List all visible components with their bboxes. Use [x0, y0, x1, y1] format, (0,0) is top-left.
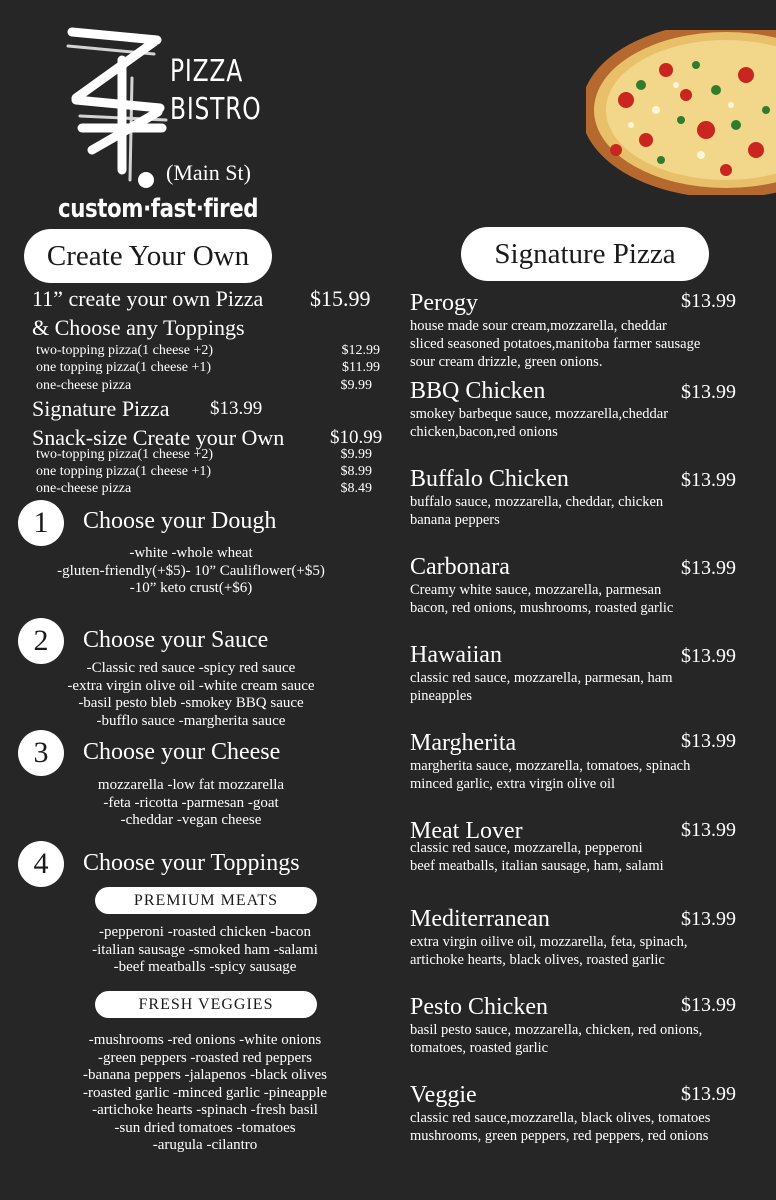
cyo-option-label: one-cheese pizza: [36, 378, 132, 393]
cyo-signature-label: Signature Pizza: [32, 396, 170, 421]
item-desc: classic red sauce, mozzarella, pepperoni beef meatballs, italian sausage, ham, salami: [410, 840, 664, 874]
item-name: BBQ Chicken: [410, 378, 546, 404]
cyo-main-line: 11” create your own Pizza: [32, 286, 264, 311]
list-item: -artichoke hearts -spinach -fresh basil: [92, 1102, 318, 1118]
pizza-photo: [586, 30, 776, 195]
list-item: -white -whole wheat: [129, 545, 253, 561]
item-desc: house made sour cream,mozzarella, cheddar sliced seasoned potatoes,manitoba farmer sausage sour cream drizzle, green onions.: [410, 318, 701, 370]
list-item: -pepperoni -roasted chicken -bacon: [99, 924, 311, 940]
item-name: Perogy: [410, 290, 478, 316]
item-price: $13.99: [681, 908, 736, 930]
item-desc: classic red sauce,mozzarella, black olives, tomatoes mushrooms, green peppers, red peppers, red onions: [410, 1110, 711, 1144]
list-item: -extra virgin olive oil -white cream sauce: [67, 677, 315, 694]
list-item: -italian sausage -smoked ham -salami: [92, 941, 318, 958]
list-item: -roasted garlic -minced garlic -pineapple: [82, 1084, 328, 1101]
brand-location: (Main St): [166, 160, 251, 185]
cyo-option-price: $9.99: [340, 378, 372, 393]
item-desc: classic red sauce, mozzarella, parmesan, ham pineapples: [410, 670, 673, 704]
list-item: -feta -ricotta -parmesan -goat: [103, 794, 279, 811]
list-item: -bufflo sauce -margherita sauce: [96, 712, 286, 729]
item-desc: Creamy white sauce, mozzarella, parmesan bacon, red onions, mushrooms, roasted garlic: [410, 582, 674, 616]
item-desc: extra virgin oilive oil, mozzarella, feta, spinach, artichoke hearts, black olives, roasted garlic: [410, 934, 688, 968]
list-item: -Classic red sauce -spicy red sauce: [86, 660, 296, 676]
cyo-option-label: one topping pizza(1 cheese +1): [36, 360, 212, 375]
cyo-snack-option-price: $9.99: [340, 447, 372, 462]
premium-meats-header: PREMIUM MEATS: [95, 887, 317, 914]
list-item: -cheddar -vegan cheese: [120, 812, 262, 828]
cyo-snack-option-label: one-cheese pizza: [36, 481, 132, 496]
cyo-option-price: $12.99: [341, 343, 380, 358]
item-name: Veggie: [410, 1082, 477, 1108]
cyo-snack-option-price: $8.99: [340, 464, 372, 479]
item-price: $13.99: [681, 381, 736, 403]
list-item: -arugula -cilantro: [152, 1137, 258, 1153]
item-name: Pesto Chicken: [410, 994, 548, 1020]
list-item: -banana peppers -jalapenos -black olives: [82, 1067, 328, 1083]
premium-meats-list: [0, 924, 410, 977]
item-name: Hawaiian: [410, 642, 502, 668]
list-item: -10” keto crust(+$6): [129, 580, 253, 596]
list-item: -sun dried tomatoes -tomatoes: [114, 1119, 296, 1136]
item-desc: margherita sauce, mozzarella, tomatoes, spinach minced garlic, extra virgin olive oil: [410, 758, 691, 792]
cyo-signature-price: $13.99: [210, 398, 263, 419]
cyo-snack-price: $10.99: [330, 427, 383, 448]
cyo-main-price: $15.99: [310, 286, 371, 311]
cyo-snack-option-label: two-topping pizza(1 cheese +2): [36, 447, 213, 462]
item-name: Buffalo Chicken: [410, 466, 569, 492]
sauce-options: [0, 660, 382, 730]
item-price: $13.99: [681, 290, 736, 312]
item-name: Mediterranean: [410, 906, 550, 932]
item-price: $13.99: [681, 469, 736, 491]
list-item: mozzarella -low fat mozzarella: [97, 777, 285, 793]
pizza-bistro-logo-icon: [62, 20, 172, 190]
cyo-sub-line: & Choose any Toppings: [32, 315, 245, 340]
item-price: $13.99: [681, 994, 736, 1016]
brand-line-1: PIZZA: [170, 54, 243, 89]
item-desc: buffalo sauce, mozzarella, cheddar, chicken banana peppers: [410, 494, 664, 528]
list-item: -green peppers -roasted red peppers: [97, 1049, 313, 1066]
item-price: $13.99: [681, 730, 736, 752]
list-item: -beef meatballs -spicy sausage: [113, 959, 297, 975]
cyo-option-label: two-topping pizza(1 cheese +2): [36, 343, 213, 358]
step-1-number: 1: [18, 500, 64, 546]
item-price: $13.99: [681, 557, 736, 579]
item-name: Meat Lover: [410, 818, 523, 844]
create-your-own-header: Create Your Own: [24, 229, 272, 283]
cyo-snack-label: Snack-size Create your Own: [32, 425, 285, 450]
item-name: Margherita: [410, 730, 517, 756]
fresh-veggies-list: [0, 1032, 410, 1155]
list-item: -basil pesto bleb -smokey BBQ sauce: [78, 695, 304, 711]
signature-pizza-header: Signature Pizza: [461, 227, 709, 281]
step-2-number: 2: [18, 618, 64, 664]
cyo-snack-option-price: $8.49: [340, 481, 372, 496]
item-price: $13.99: [681, 645, 736, 667]
step-1-title: Choose your Dough: [83, 508, 277, 534]
step-2-title: Choose your Sauce: [83, 627, 269, 653]
step-3-number: 3: [18, 730, 64, 776]
item-desc: smokey barbeque sauce, mozzarella,cheddar chicken,bacon,red onions: [410, 406, 669, 440]
item-name: Carbonara: [410, 554, 510, 580]
item-desc: basil pesto sauce, mozzarella, chicken, red onions, tomatoes, roasted garlic: [410, 1022, 703, 1056]
fresh-veggies-header: FRESH VEGGIES: [95, 991, 317, 1018]
cheese-options: [0, 777, 382, 830]
step-3-title: Choose your Cheese: [83, 739, 281, 765]
list-item: -mushrooms -red onions -white onions: [88, 1032, 322, 1048]
list-item: -gluten-friendly(+$5)- 10” Cauliflower(+$5): [57, 562, 325, 579]
cyo-option-price: $11.99: [342, 360, 380, 375]
item-price: $13.99: [681, 819, 736, 841]
cyo-snack-option-label: one topping pizza(1 cheese +1): [36, 464, 212, 479]
step-4-title: Choose your Toppings: [83, 850, 300, 876]
dough-options: [0, 545, 382, 598]
item-price: $13.99: [681, 1083, 736, 1105]
brand-line-2: BISTRO: [170, 92, 262, 127]
step-4-number: 4: [18, 841, 64, 887]
brand-tagline: custom·fast·fired: [58, 194, 259, 224]
